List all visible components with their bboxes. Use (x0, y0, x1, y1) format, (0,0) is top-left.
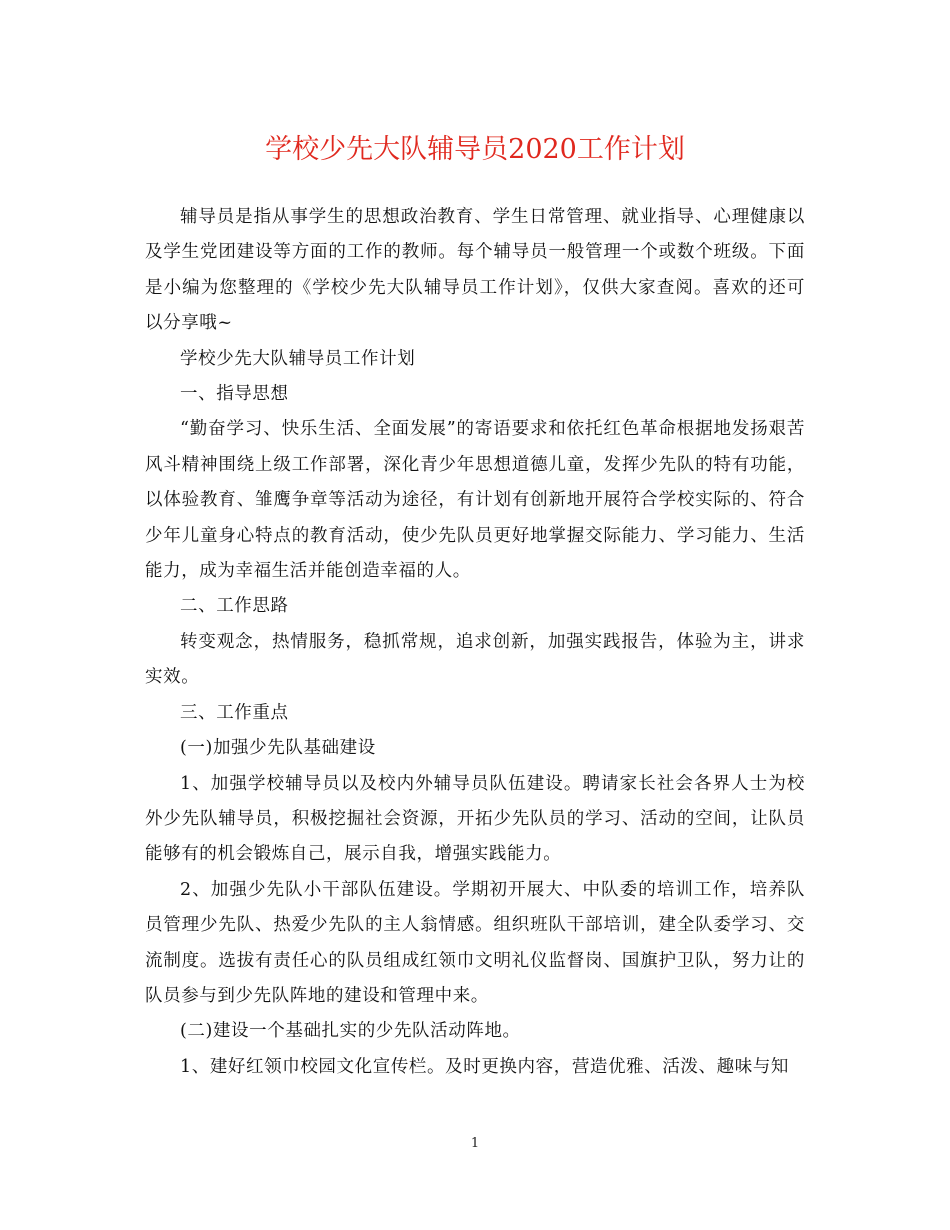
paragraph-cadre-team: 2、加强少先队小干部队伍建设。学期初开展大、中队委的培训工作，培养队员管理少先队、热爱少先队的主人翁情感。组织班队干部培训，建全队委学习、交流制度。选拔有责任心的队员组成红领巾文明礼仪监督岗、国旗护卫队，努力让的队员参与到少先队阵地的建设和管理中来。 (145, 879, 805, 1006)
paragraph-subtitle: 学校少先大队辅导员工作计划 (180, 348, 416, 369)
subheading-foundation: (一)加强少先队基础建设 (180, 738, 376, 759)
heading-guiding-thought: 一、指导思想 (180, 384, 289, 405)
document-title: 学校少先大队辅导员2020工作计划 (265, 134, 685, 165)
paragraph-guiding-thought: “勤奋学习、快乐生活、全面发展”的寄语要求和依托红色革命根据地发扬艰苦风斗精神围绕上级工作部署，深化青少年思想道德儿童，发挥少先队的特有功能，以体验教育、雏鹰争章等活动为途径，有计划有创新地开展符合学校实际的、符合少年儿童身心特点的教育活动，使少先队员更好地掌握交际能力、学习能力、生活能力，成为幸福生活并能创造幸福的人。 (145, 419, 805, 582)
heading-work-focus: 三、工作重点 (180, 702, 289, 723)
subheading-activity-base: (二)建设一个基础扎实的少先队活动阵地。 (180, 1021, 521, 1042)
page-number: 1 (470, 1136, 480, 1151)
paragraph-counselor-team: 1、加强学校辅导员以及校内外辅导员队伍建设。聘请家长社会各界人士为校外少先队辅导员，积极挖掘社会资源，开拓少先队员的学习、活动的空间，让队员能够有的机会锻炼自己，展示自我，增强实践能力。 (145, 773, 805, 865)
paragraph-bulletin-board: 1、建好红领巾校园文化宣传栏。及时更换内容，营造优雅、活泼、趣味与知 (180, 1056, 790, 1077)
heading-work-approach: 二、工作思路 (180, 596, 289, 617)
document-body (145, 200, 805, 1085)
paragraph-work-approach: 转变观念，热情服务，稳抓常规，追求创新，加强实践报告，体验为主，讲求实效。 (145, 631, 805, 688)
paragraph-intro: 辅导员是指从事学生的思想政治教育、学生日常管理、就业指导、心理健康以及学生党团建设等方面的工作的教师。每个辅导员一般管理一个或数个班级。下面是小编为您整理的《学校少先大队辅导员工作计划》，仅供大家查阅。喜欢的还可以分享哦~ (145, 207, 805, 334)
